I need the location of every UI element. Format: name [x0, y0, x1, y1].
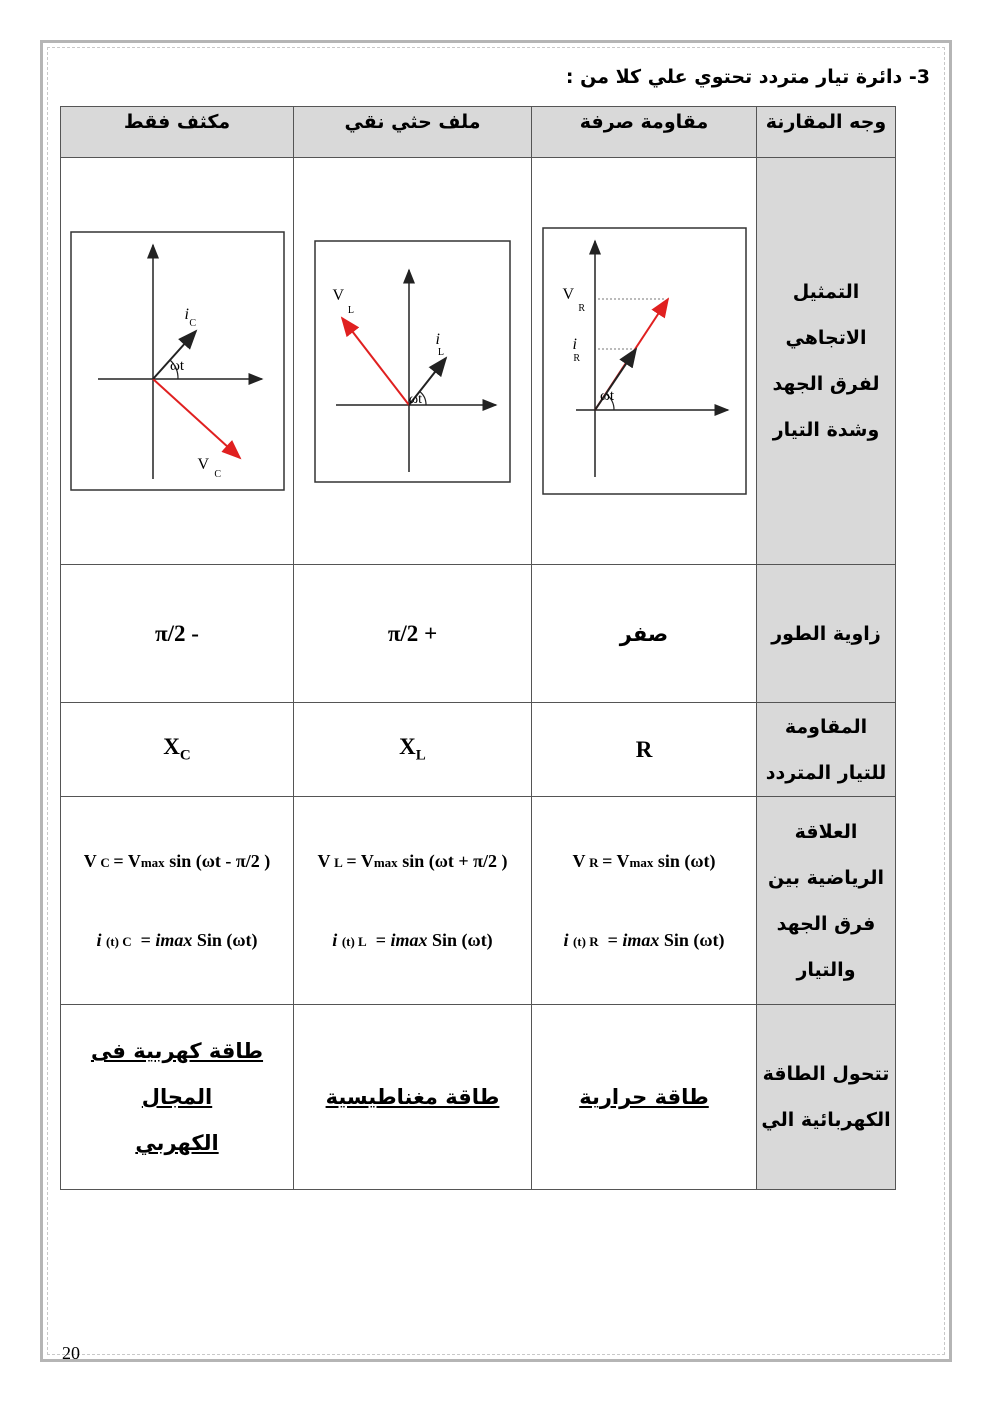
phase-inductor: + π/2 — [294, 565, 532, 703]
capacitor-phasor-diagram — [70, 231, 285, 491]
energy-capacitor: طاقة كهربية فى المجال الكهربي — [61, 1005, 294, 1190]
impedance-row — [61, 703, 896, 797]
voltage-subscript: R — [577, 303, 585, 314]
relation-resistor — [532, 797, 757, 1005]
current-equation-capacitor: i (t) C = imax Sin (ωt) — [96, 929, 258, 950]
current-label: i — [572, 336, 577, 353]
current-label: i — [184, 306, 189, 323]
energy-row — [61, 1005, 896, 1190]
impedance-capacitor: $X_C$ — [61, 703, 294, 797]
header-capacitor-only: مكثف فقط — [61, 107, 294, 158]
header-row — [61, 107, 896, 158]
current-label: i — [435, 330, 440, 348]
angle-label: ωt — [408, 391, 422, 407]
impedance-resistor: R — [532, 703, 757, 797]
relation-capacitor — [61, 797, 294, 1005]
angle-label: ωt — [599, 388, 614, 404]
phase-row — [61, 565, 896, 703]
page-number: 20 — [62, 1343, 80, 1363]
voltage-subscript: L — [347, 304, 354, 316]
phase-resistor: صفر — [532, 565, 757, 703]
inductor-phasor-diagram — [314, 240, 511, 483]
resistor-phasor-diagram — [542, 227, 747, 495]
current-subscript: L — [437, 346, 444, 358]
comparison-table — [60, 106, 896, 1190]
energy-row-label: تتحول الطاقة الكهربائية الي — [757, 1005, 896, 1190]
voltage-label: V — [196, 456, 209, 473]
relation-row — [61, 797, 896, 1005]
current-equation-resistor: i (t) R = imax Sin (ωt) — [563, 929, 725, 950]
section-heading: 3- دائرة تيار متردد تحتوي علي كلا من : — [565, 66, 930, 88]
vector-row-label: التمثيل الاتجاهي لفرق الجهد وشدة التيار — [757, 158, 896, 565]
impedance-row-label: المقاومة للتيار المتردد — [757, 703, 896, 797]
header-comparison-aspect: وجه المقارنة — [757, 107, 896, 158]
header-pure-resistor: مقاومة صرفة — [532, 107, 757, 158]
angle-label: ωt — [169, 358, 184, 374]
current-subscript: R — [572, 353, 580, 364]
relation-row-label: العلاقة الرياضية بين فرق الجهد والتيار — [757, 797, 896, 1005]
inductor-diagram-cell — [294, 158, 532, 565]
phase-capacitor: - π/2 — [61, 565, 294, 703]
vector-row — [61, 158, 896, 565]
header-pure-inductor: ملف حثي نقي — [294, 107, 532, 158]
voltage-subscript: C — [213, 469, 221, 480]
diagram-frame — [315, 241, 510, 482]
phase-row-label: زاوية الطور — [757, 565, 896, 703]
relation-inductor — [294, 797, 532, 1005]
resistor-diagram-cell — [532, 158, 757, 565]
voltage-label: V — [332, 286, 344, 304]
energy-inductor: طاقة مغناطيسية — [294, 1005, 532, 1190]
energy-resistor: طاقة حرارية — [532, 1005, 757, 1190]
impedance-inductor: $X_L$ — [294, 703, 532, 797]
voltage-label: V — [561, 286, 574, 303]
current-subscript: C — [188, 318, 196, 329]
current-equation-inductor: i (t) L = imax Sin (ωt) — [332, 929, 493, 950]
capacitor-diagram-cell — [61, 158, 294, 565]
voltage-equation-capacitor: V C = Vmax sin (ωt - π/2 ) — [83, 850, 271, 871]
voltage-equation-inductor: V L = Vmax sin (ωt + π/2 ) — [317, 850, 508, 871]
voltage-equation-resistor: V R = Vmax sin (ωt) — [572, 850, 716, 871]
